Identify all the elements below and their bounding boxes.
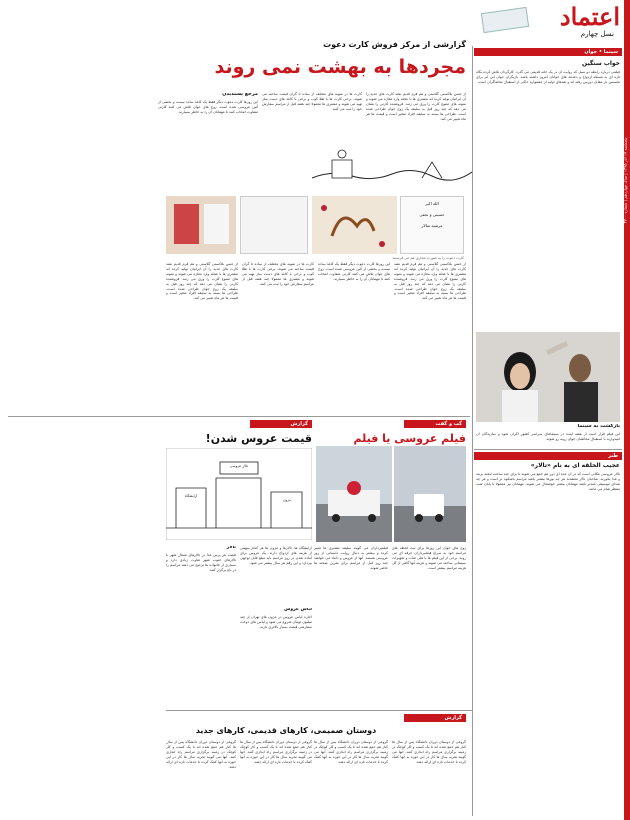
feature-body-a: زوج های جوان این روزها برای ثبت لحظه های مراسم خود به سراغ فیلمبرداران حرفه ای می روند. برخی از این فیلم ها با هلی شات و تجهیزات سینمایی ساخته می شوند و هزینه آنها گاهی از کل هزینه مراسم بیشتر است. — [392, 546, 466, 570]
price-sub2: تالار — [226, 546, 236, 550]
card-line2: حسینی و نجفی — [419, 212, 445, 217]
bottom-section-label: گزارش — [404, 714, 466, 722]
cartoon-sign-2: آرایشگاه — [184, 494, 198, 498]
side-section-label: سینما • جوان — [474, 48, 622, 56]
issue-bar — [624, 0, 630, 820]
ornament-card-photo — [312, 196, 397, 254]
side-body2: این فیلم قرار است از هفته آینده در سینماهای سراسر کشور اکران شود و سازندگان آن امیدوارند با استقبال مخاطبان جوان روبه رو شوند. — [476, 432, 620, 441]
lead-headline: مجردها به بهشت نمی روند — [214, 56, 466, 78]
lead-lower-4: از جنس بلاکستی گلاستی و هم فرم قدیم نشد کارت های جدید را آن ایرانیان تولید کرده اند مشتری ها با عجله وارد مغازه می شوند و نمونه های متنوع کارت را ورق می زنند. فروشنده کارتی را نشان می دهد که چند روز قبل به سلیقه یک زوج جوان طراحی شده است. طراحی ها بسته به سلیقه افراد متغیر است و قیمت ها هر ماه تغییر می کند. — [394, 262, 466, 301]
humor-headline: عجیب الخلقه ای به نام «تالار» — [530, 462, 620, 469]
feature-photo-2 — [316, 446, 392, 542]
side-subhead: بازگشت به سینما — [577, 424, 620, 429]
bottom-body-2: گروهی از دوستان دوران دانشگاه پس از سال ها کنار هم جمع شده اند تا یک کسب و کار کوچک در زمینه برگزاری مراسم راه اندازی کنند. آنها می گویند تجربه سال ها کار در این حوزه به آنها کمک کرده تا خدمات تازه ای ارائه دهند. — [314, 740, 388, 764]
side-photo — [476, 332, 620, 422]
lead-subhead: مرجع پسندیدن — [222, 92, 258, 97]
feature-body-b: فیلمبرداران می گویند سلیقه مشتری ها تغییر کرده و بیشتر به دنبال روایت داستانی از روز عروسی هستند. آنها از عروس و داماد می خواهند چند روز قبل از مراسم برای تمرین صحنه ها حاضر شوند. — [314, 546, 388, 570]
card-photo-1 — [312, 196, 397, 254]
lead-lower-1: از جنس بلاکستی گلاستی و هم فرم قدیم نشد کارت های جدید را آن ایرانیان تولید کرده اند مشتری ها با عجله وارد مغازه می شوند و نمونه های متنوع کارت را ورق می زنند. فروشنده کارتی را نشان می دهد که چند روز قبل به سلیقه یک زوج جوان طراحی شده است. طراحی ها بسته به سلیقه افراد متغیر است و قیمت ها هر ماه تغییر می کند. — [166, 262, 238, 301]
cartoon-sign-1: تالار عروسی — [229, 464, 249, 468]
humor-body: تالار عروسی مکانی است که در آن عده ای دور هم جمع می شوند تا برای چند ساعت لبخند بزنند و غذا بخورند. صاحبان تالار معتقدند هر چه نورها بیشتر باشد مراسم باشکوه تر است و هر چه صدای موسیقی بلندتر باشد مهمانان بیشتر خوشحال می شوند. مهمانان نیز معمولا تا پایان شب منتظر شام می مانند. — [476, 472, 620, 491]
price-body-b: اجاره لباس عروس در مزون های تهران از چند میلیون تومان شروع می شود و لباس های دوخت سفارشی قیمت بسیار بالاتری دارند. — [240, 615, 312, 629]
price-body-a: آرایشگاه ها، تالارها و مزون ها هر کدام سهمی از هزینه های ازدواج دارند. یک عروس برای آماده شدن در روز مراسم باید مبلغ قابل توجهی بپردازد و این رقم هر سال بیشتر می شود. — [240, 546, 312, 565]
lead-body-b: کارت ها در نمونه های مختلف از ساده تا گران قیمت ساخته می شوند. برخی کارت ها با طلا کوب و برخی با کاغذ های دست ساز تهیه می شوند و مشتری ها معمولا چند هفته قبل از مراسم سفارش خود را ثبت می کنند. — [262, 92, 362, 111]
bottom-body-4: گروهی از دوستان دوران دانشگاه پس از سال ها کنار هم جمع شده اند تا یک کسب و کار کوچک در زمینه برگزاری مراسم راه اندازی کنند. آنها می گویند تجربه سال ها کار در این حوزه به آنها کمک کرده تا خدمات تازه ای ارائه دهند. — [166, 740, 236, 769]
masthead-stamp — [481, 7, 529, 33]
card-photo-4 — [166, 196, 236, 254]
lead-body-c: این روزها کارت دعوت دیگر فقط یک کاغذ ساده نیست و بخشی از آئین عروسی شده است. زوج های جوان تلاش می کنند کارتی متفاوت انتخاب کنند تا مهمانان آن را به خاطر بسپارند. — [158, 100, 258, 114]
street-photo — [394, 446, 466, 542]
lead-caption: کارت دعوت را به صورت مجازی هم می فرستند — [392, 256, 464, 260]
price-headline: قیمت عروس شدن! — [205, 432, 312, 445]
price-sub1: لباس عروس — [284, 608, 312, 612]
bottom-headline: دوستان صمیمی، کارهای قدیمی، کارهای جدید — [195, 726, 377, 735]
price-section-label: گزارش — [250, 420, 312, 428]
issue-line: پنجشنبه ۱۷ آذر ۱۳۹۵ | سال چهاردهم | شماره ۳۷۰۰ — [622, 137, 628, 224]
couple-card-photo — [166, 196, 236, 254]
humor-section-label: طنز — [474, 452, 622, 460]
wedding-sketch — [312, 140, 472, 195]
cartoon-sign-3: مزون — [282, 498, 292, 502]
card-photo-3 — [240, 196, 308, 254]
card-line1: الله اکبر — [425, 201, 439, 206]
actors-photo — [476, 332, 620, 422]
card-line3: مرضیه سالار — [421, 223, 443, 228]
lead-kicker: گزارشی از مرکز فروش کارت دعوت — [323, 40, 466, 49]
wedding-car-photo — [316, 446, 392, 542]
side-body: فیلمی درباره رابطه دو نسل که روایت آن در یک خانه قدیمی می گذرد. کارگردان تلاش کرده نگاه تازه ای به مسئله ازدواج و دغدغه های جوانان امروز داشته باشد. بازیگران جوان این اثر برای نخستین بار مقابل دوربین رفته اند و نقدهای اولیه از جشنواره حاکی از استقبال تماشاگران است. — [476, 70, 620, 84]
sketch-illustration — [312, 92, 316, 96]
bottom-body-1: گروهی از دوستان دوران دانشگاه پس از سال ها کنار هم جمع شده اند تا یک کسب و کار کوچک در زمینه برگزاری مراسم راه اندازی کنند. آنها می گویند تجربه سال ها کار در این حوزه به آنها کمک کرده تا خدمات تازه ای ارائه دهند. — [392, 740, 466, 764]
feature-headline: فیلم عروسی یا فیلم — [353, 432, 466, 445]
lead-body-a: از جنس بلاکستی گلاستی و هم فرم قدیم نشد کارت های جدید را آن ایرانیان تولید کرده اند مشتری ها با عجله وارد مغازه می شوند و نمونه های متنوع کارت را ورق می زنند. فروشنده کارتی را نشان می دهد که چند روز قبل به سلیقه یک زوج جوان طراحی شده است. طراحی ها بسته به سلیقه افراد متغیر است و قیمت ها هر ماه تغییر می کند. — [366, 92, 466, 121]
side-headline: خواب سنگین — [582, 60, 620, 67]
bottom-body-3: گروهی از دوستان دوران دانشگاه پس از سال ها کنار هم جمع شده اند تا یک کسب و کار کوچک در زمینه برگزاری مراسم راه اندازی کنند. آنها می گویند تجربه سال ها کار در این حوزه به آنها کمک کرده تا خدمات تازه ای ارائه دهند. — [240, 740, 312, 764]
price-body-c: قیمت هر پرس غذا در تالارهای شمال شهر با تالارهای جنوب شهر تفاوت زیادی دارد و بسیاری از خانواده ها ترجیح می دهند مراسم را در باغ برگزار کنند. — [166, 553, 236, 572]
masthead-strap: نسل چهارم — [580, 30, 614, 38]
masthead — [474, 4, 624, 42]
lead-lower-3: این روزها کارت دعوت دیگر فقط یک کاغذ ساده نیست و بخشی از آئین عروسی شده است. زوج های جوان تلاش می کنند کارتی متفاوت انتخاب کنند تا مهمانان آن را به خاطر بسپارند. — [318, 262, 390, 281]
feature-section-label: گپ و گفت — [404, 420, 466, 428]
card-photo-2 — [400, 196, 464, 254]
lead-lower-2: کارت ها در نمونه های مختلف از ساده تا گران قیمت ساخته می شوند. برخی کارت ها با طلا کوب و برخی با کاغذ های دست ساز تهیه می شوند و مشتری ها معمولا چند هفته قبل از مراسم سفارش خود را ثبت می کنند. — [242, 262, 314, 286]
masthead-logo: اعتماد — [559, 2, 620, 31]
